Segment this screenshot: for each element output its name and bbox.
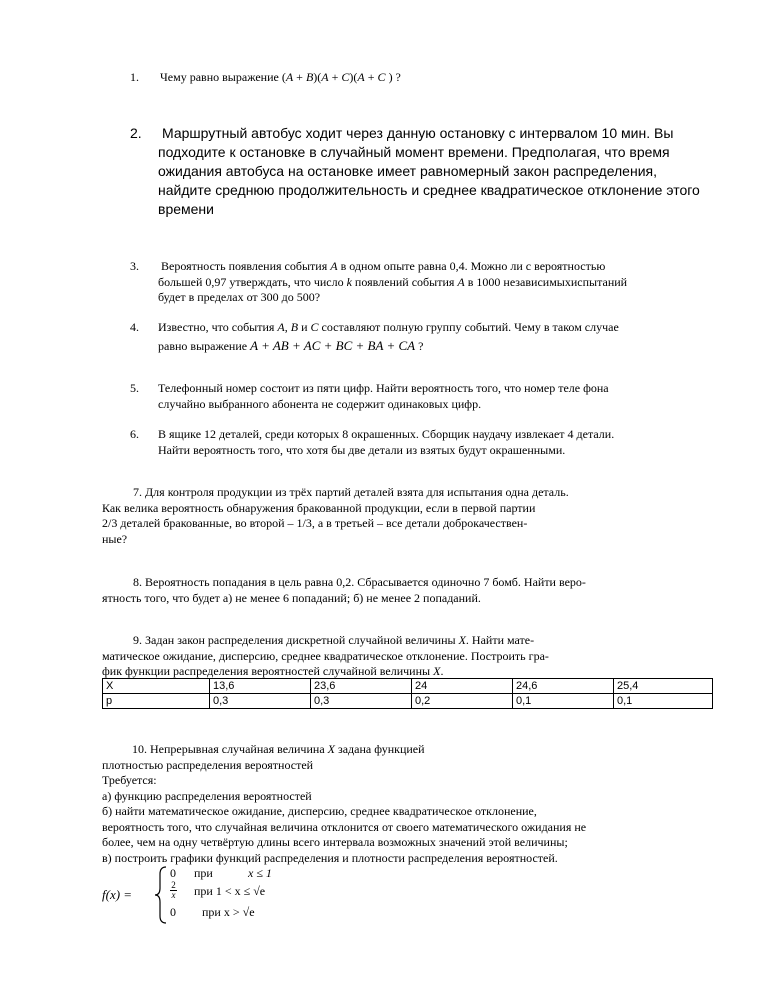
q2-line: времени	[158, 201, 214, 217]
case1-value: 0	[170, 866, 176, 880]
q4-expression: A + AB + AC + BC + BA + CA	[250, 337, 416, 353]
q2-line: подходите к остановке в случайный момент времени. Предполагая, что время	[158, 144, 670, 160]
table-cell: 0,1	[513, 694, 614, 709]
table-cell: 0,1	[614, 694, 713, 709]
q6-number: 6.	[130, 427, 139, 441]
q2-line: Маршрутный автобус ходит через данную остановку с интервалом 10 мин. Вы	[162, 125, 674, 141]
q8-text: 8. Вероятность попадания в цель равна 0,2. Сбрасывается одиночно 7 бомб. Найти веро- ятность того, что будет а) не менее 6 попаданий; б) не менее 2 попаданий.	[102, 575, 586, 605]
q1-text: Чему равно выражение (A + B)(A + C)(A + C ) ?	[160, 70, 401, 84]
q6-text: В ящике 12 деталей, среди которых 8 окрашенных. Сборщик наудачу извлекает 4 детали. Найти вероятность того, что хотя бы две детали из взятых будут окрашенными.	[158, 427, 615, 457]
q5-text: Телефонный номер состоит из пяти цифр. Найти вероятность того, что номер теле фона случайно выбранного абонента не содержит одинаковых цифр.	[158, 381, 609, 411]
case1-inequality: x ≤ 1	[248, 866, 272, 880]
q2-text	[158, 124, 700, 219]
table-cell: 0,3	[311, 694, 412, 709]
case2-fraction: 2 x	[171, 880, 176, 900]
q4-number: 4.	[130, 320, 139, 334]
case1-condition: при	[194, 866, 213, 880]
table-cell: 23,6	[311, 679, 412, 694]
case2-condition: при 1 < x ≤ √e	[194, 884, 266, 898]
q2-number: 2.	[130, 125, 142, 141]
table-cell: 25,4	[614, 679, 713, 694]
table-cell: 0,3	[210, 694, 311, 709]
table-cell: 24,6	[513, 679, 614, 694]
q4-text: Известно, что события A, B и C составляют полную группу событий. Чему в таком случае равно выражение A + AB + AC + BC + BA + CA ?	[158, 320, 619, 353]
table-row	[103, 679, 713, 694]
table-cell: p	[103, 694, 210, 709]
q3-text: Вероятность появления события A в одном опыте равна 0,4. Можно ли с вероятностью большей 0,97 утверждать, что число k появлений события A в 1000 независимыхиспытаний будет в пределах от 300 до 500?	[158, 259, 628, 304]
table-cell: 0,2	[412, 694, 513, 709]
q10-text: 10. Непрерывная случайная величина X задана функцией плотностью распределения вероятностей Требуется: а) функцию распределения вероятностей б) найти математическое ожидание, дисперсию, среднее квадратическое отклонение, вероятность того, что случайная величина отклонится от своего математического ожидания не более, чем на одну четвёртую длины всего интервала возможных значений этой величины; в) построить графики функций распределения и плотности распределения вероятностей.	[102, 742, 587, 865]
left-brace-icon	[154, 866, 168, 924]
distribution-table	[102, 678, 713, 709]
q7-text: 7. Для контроля продукции из трёх партий деталей взята для испытания одна деталь. Как велика вероятность обнаружения бракованной продукции, если в первой партии 2/3 деталей бракованные, во второй – 1/3, а в третьей – все детали доброкачествен- ные?	[102, 485, 569, 546]
q3-number: 3.	[130, 259, 139, 273]
q2-line: ожидания автобуса на остановке имеет равномерный закон распределения,	[158, 163, 657, 179]
table-row	[103, 694, 713, 709]
case3-value: 0	[170, 905, 176, 919]
case3-condition: при x > √e	[202, 905, 255, 919]
q5-number: 5.	[130, 381, 139, 395]
table-cell: 13,6	[210, 679, 311, 694]
q2-line: найдите среднюю продолжительность и среднее квадратическое отклонение этого	[158, 182, 700, 198]
q9-text: 9. Задан закон распределения дискретной случайной величины X. Найти мате- матическое ожидание, дисперсию, среднее квадратическое отклонение. Построить гра- фик функции распределения вероятностей случайной величины X.	[102, 633, 549, 678]
formula-lhs: f(x) =	[102, 887, 133, 902]
density-formula	[102, 866, 362, 926]
table-cell: X	[103, 679, 210, 694]
q1-number: 1.	[130, 70, 139, 84]
table-cell: 24	[412, 679, 513, 694]
